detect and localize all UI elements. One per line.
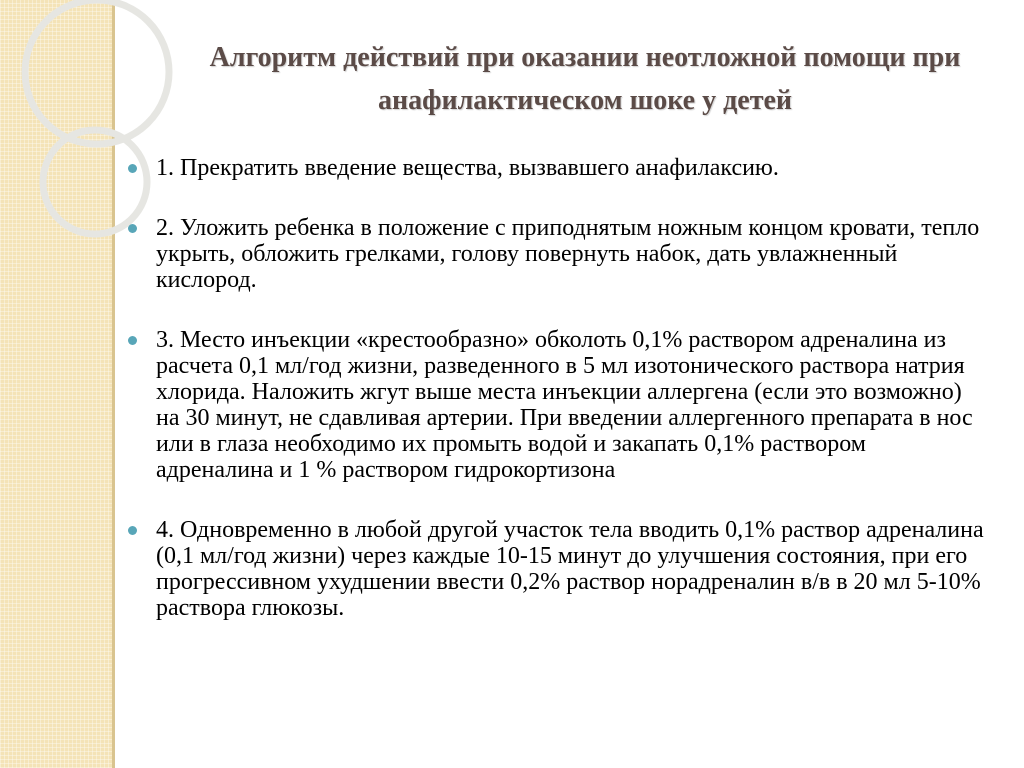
list-item: [128, 327, 988, 483]
list-item: [128, 215, 988, 293]
list-item-text: 1. Прекратить введение вещества, вызвавшего анафилаксию.: [156, 155, 779, 181]
list-item: [128, 517, 988, 621]
slide-title: Алгоритм действий при оказании неотложной помощи при анафилактическом шоке у детей: [209, 42, 961, 116]
decorative-circle-large: [25, 0, 169, 144]
list-item-text: 2. Уложить ребенка в положение с приподнятым ножным концом кровати, тепло укрыть, обложить грелками, голову повернуть набок, дать увлажненный кислород.: [156, 215, 980, 293]
bullet-icon: [128, 526, 137, 535]
content-list: [128, 155, 988, 655]
list-item-text: 3. Место инъекции «крестообразно» обколоть 0,1% раствором адреналина из расчета 0,1 мл/год жизни, разведенного в 5 мл изотонического раствора натрия хлорида. Наложить жгут выше места инъекции аллергена (если это возможно) на 30 минут, не сдавливая артерии. При введении аллергенного препарата в нос или в глаза необходимо их промыть водой и закапать 0,1% раствором адреналина и 1 % раствором гидрокортизона: [156, 327, 973, 483]
bullet-icon: [128, 164, 137, 173]
list-item-text: 4. Одновременно в любой другой участок тела вводить 0,1% раствор адреналина (0,1 мл/год жизни) через каждые 10-15 минут до улучшения состояния, при его прогрессивном ухудшении ввести 0,2% раствор норадреналин в/в в 20 мл 5-10% раствора глюкозы.: [156, 517, 984, 621]
bullet-icon: [128, 224, 137, 233]
list-item: [128, 155, 988, 181]
bullet-icon: [128, 336, 137, 345]
